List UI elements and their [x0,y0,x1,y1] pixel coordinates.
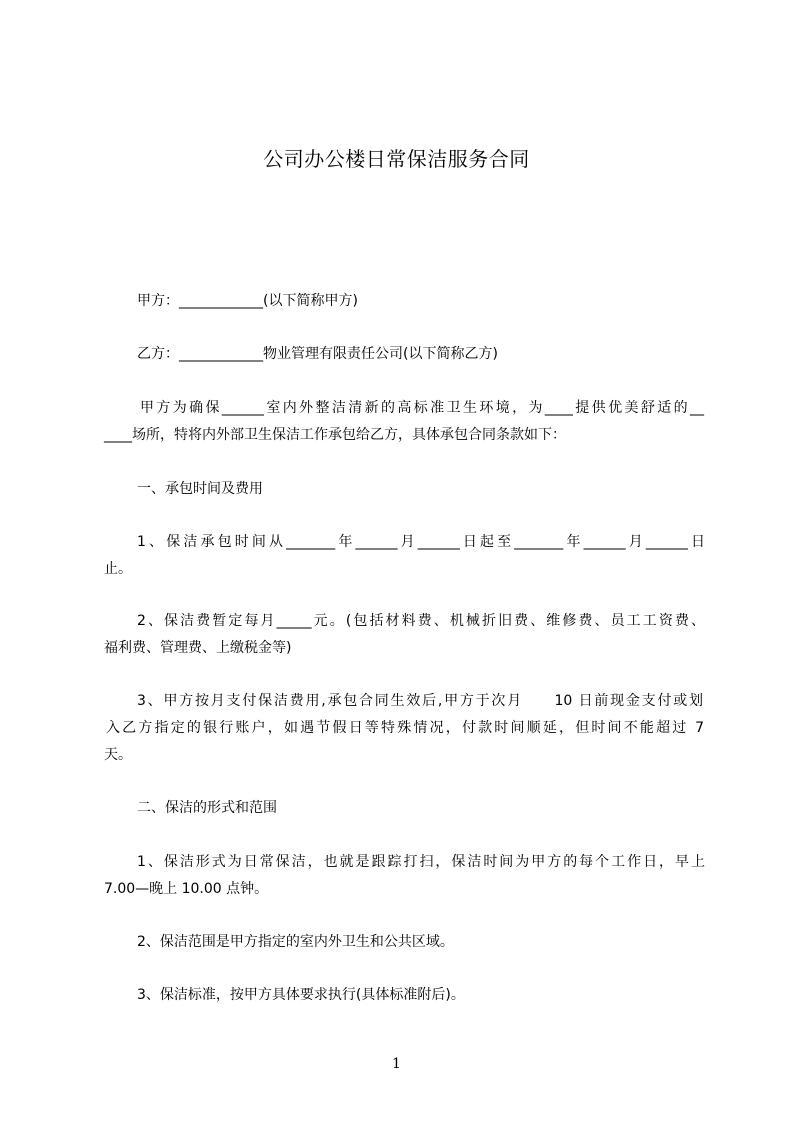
document-title: 公司办公楼日常保洁服务合同 [263,147,530,171]
intro-line-2: ____场所，特将内外部卫生保洁工作承包给乙方，具体承包合同条款如下： [104,427,566,443]
party-a-line: 甲方：____________(以下简称甲方) [137,293,358,309]
clause-1-2-line-1: 2、保洁费暂定每月_____元。(包括材料费、机械折旧费、维修费、员工工资费、 [137,613,705,629]
clause-1-1-line-1: 1、保洁承包时间从_______年______月______日起至_______年______月______日 [137,534,705,550]
section-1-heading: 一、承包时间及费用 [137,481,263,497]
clause-1-3-line-1: 3、甲方按月支付保洁费用,承包合同生效后,甲方于次月 10 日前现金支付或划 [137,693,703,709]
clause-2-2-line-1: 2、保洁范围是甲方指定的室内外卫生和公共区域。 [137,934,454,950]
clause-1-3-line-2: 入乙方指定的银行账户，如遇节假日等特殊情况，付款时间顺延，但时间不能超过 7 [106,720,704,736]
clause-1-3-line-3: 天。 [104,747,132,763]
clause-2-1-line-2: 7.00—晚上 10.00 点钟。 [104,881,269,897]
party-b-line: 乙方：____________物业管理有限责任公司(以下简称乙方) [137,346,498,362]
clause-2-3-line-1: 3、保洁标准，按甲方具体要求执行(具体标准附后)。 [137,987,465,1003]
clause-1-2-line-2: 福利费、管理费、上缴税金等) [104,640,292,656]
section-2-heading: 二、保洁的形式和范围 [137,800,277,816]
page-number: 1 [392,1056,401,1072]
clause-1-1-line-2: 止。 [104,561,132,577]
intro-line-1: 甲方为确保______室内外整洁清新的高标准卫生环境，为____提供优美舒适的__ [140,400,704,416]
clause-2-1-line-1: 1、保洁形式为日常保洁，也就是跟踪打扫，保洁时间为甲方的每个工作日，早上 [137,854,705,870]
